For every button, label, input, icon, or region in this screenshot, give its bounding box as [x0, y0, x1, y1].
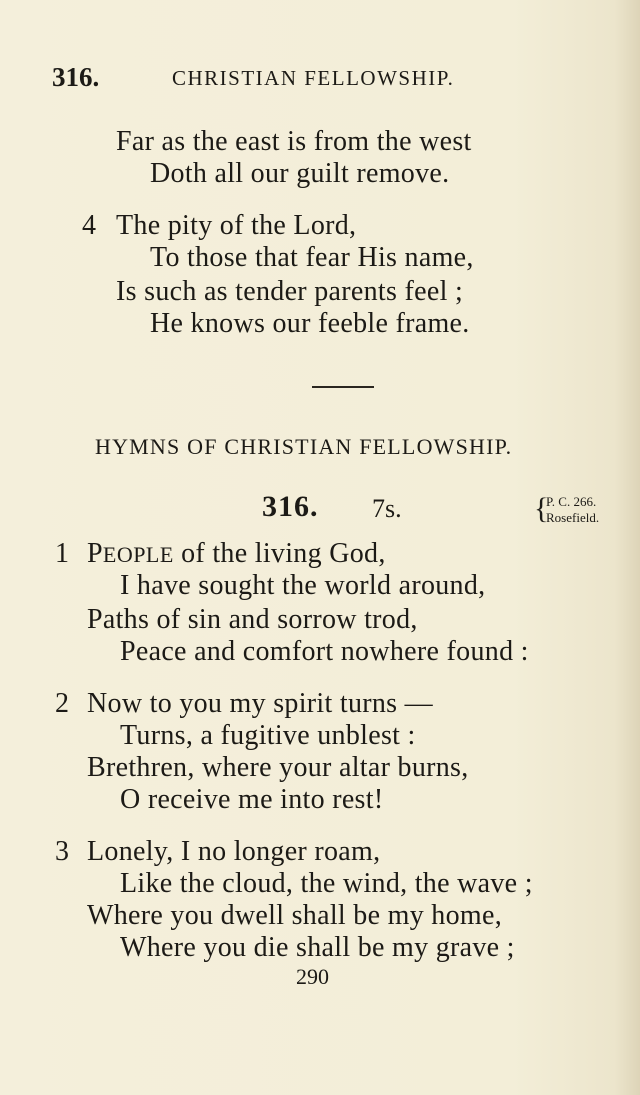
small-caps-word: EOPLE [102, 542, 174, 567]
verse-line: Far as the east is from the west [116, 126, 472, 157]
verse-line: He knows our feeble frame. [150, 308, 470, 339]
verse-line: Turns, a fugitive unblest : [120, 720, 416, 751]
tune-name: Rosefield. [546, 510, 600, 525]
section-divider [312, 386, 374, 388]
verse-line-rest: of the living God, [173, 538, 386, 569]
drop-capital: P [87, 538, 103, 569]
verse-line: O receive me into rest! [120, 784, 384, 815]
verse-line: I have sought the world around, [120, 570, 486, 601]
tune-reference: P. C. 266. [546, 494, 597, 509]
footer-page-number: 290 [296, 964, 329, 989]
section-title: HYMNS OF CHRISTIAN FELLOWSHIP. [95, 434, 513, 459]
stanza-number: 3 [55, 836, 69, 867]
hymn-number: 316. [262, 490, 319, 523]
verse-line: Is such as tender parents feel ; [116, 276, 464, 307]
verse-line: Where you dwell shall be my home, [87, 900, 503, 931]
verse-line: Lonely, I no longer roam, [87, 836, 381, 867]
verse-line: Peace and comfort nowhere found : [120, 636, 529, 667]
stanza-number: 2 [55, 688, 69, 719]
stanza-number: 1 [55, 538, 69, 569]
running-header-title: CHRISTIAN FELLOWSHIP. [172, 66, 455, 90]
verse-line: To those that fear His name, [150, 242, 474, 273]
running-page-number: 316. [52, 62, 100, 92]
tune-brace: { [534, 492, 549, 525]
stanza-number: 4 [82, 210, 96, 241]
hymn-meter: 7s. [372, 494, 402, 523]
verse-line: Doth all our guilt remove. [150, 158, 450, 189]
verse-line: Now to you my spirit turns — [87, 688, 433, 719]
verse-line: Where you die shall be my grave ; [120, 932, 515, 963]
verse-line: The pity of the Lord, [116, 210, 357, 241]
verse-line: Paths of sin and sorrow trod, [87, 604, 418, 635]
verse-line-first [87, 538, 386, 570]
verse-line: Brethren, where your altar burns, [87, 752, 469, 783]
verse-line: Like the cloud, the wind, the wave ; [120, 868, 533, 899]
